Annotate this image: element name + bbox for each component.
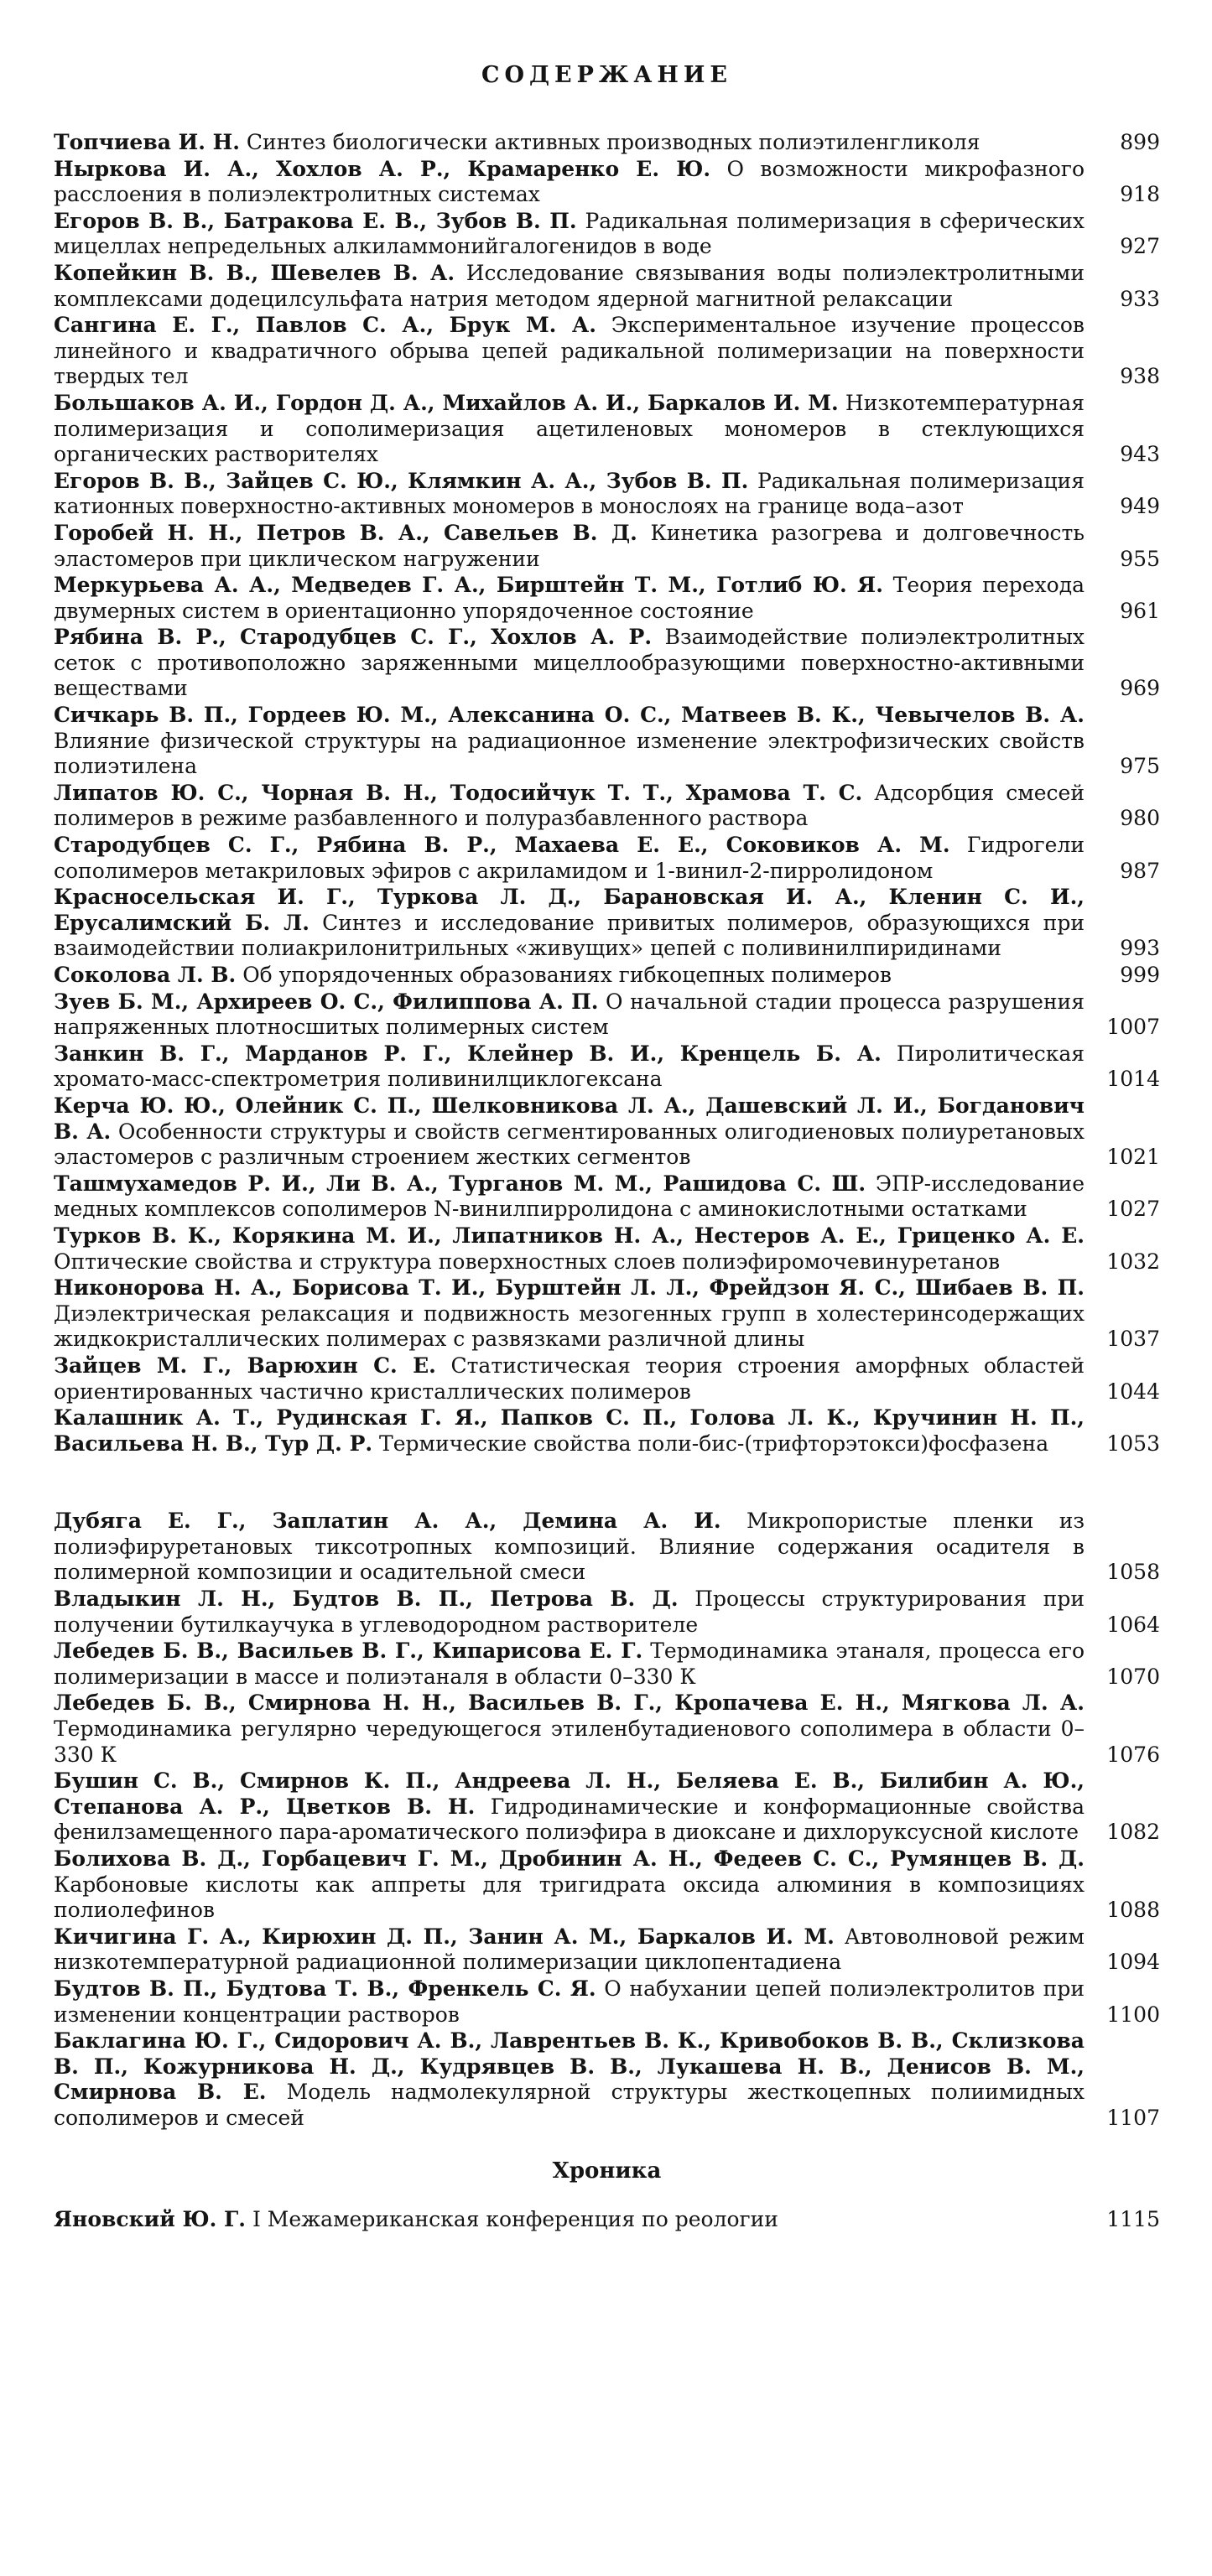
entry-page-number: 1107 [1106,2105,1160,2130]
entry-authors: Зайцев М. Г., Варюхин С. Е. [54,1353,436,1378]
entry-authors: Топчиева И. Н. [54,130,240,154]
entry-authors: Сангина Е. Г., Павлов С. А., Брук М. А. [54,313,596,338]
section-gap [54,1457,1160,1509]
entry-authors: Зуев Б. М., Архиреев О. С., Филиппова А. П. [54,989,599,1014]
entry-authors: Егоров В. В., Батракова Е. В., Зубов В. П. [54,208,577,233]
entry-page-number: 993 [1120,936,1160,961]
entry-text [54,521,1100,572]
entry-text [54,1171,1100,1223]
entry-authors: Соколова Л. В. [54,963,237,987]
entry-text [54,625,1100,702]
contents-entry [54,209,1160,260]
entry-page-number: 1088 [1106,1898,1160,1923]
entry-page-number: 1037 [1106,1327,1160,1352]
entry-page-number: 949 [1120,494,1160,519]
entry-page-number: 1032 [1106,1249,1160,1274]
entry-page-number: 1007 [1106,1015,1160,1040]
entry-authors: Егоров В. В., Зайцев С. Ю., Клямкин А. А., Зубов В. П. [54,468,749,493]
entry-title: Взаимодействие полиэлектролитных сеток с противоположно заряженными мицеллообразующими поверхностно-активными веществами [54,625,1085,701]
entry-text [54,209,1100,260]
entry-text [54,1093,1100,1171]
entry-page-number: 999 [1120,963,1160,987]
entry-text [54,1041,1100,1093]
contents-list-main [54,130,1160,1457]
entry-page-number: 955 [1120,546,1160,571]
entry-page-number: 1115 [1106,2206,1160,2231]
contents-entry [54,703,1160,780]
entry-authors: Керча Ю. Ю., Олейник С. П., Шелковникова Л. А., Дашевский Л. И., Богданович В. А. [54,1093,1085,1144]
entry-title: Модель надмолекулярной структуры жесткоцепных полиимидных сополимеров и смесей [54,2080,1085,2130]
entry-authors: Никонорова Н. А., Борисова Т. И., Бурштейн Л. Л., Фрейдзон Я. С., Шибаев В. П. [54,1275,1085,1301]
contents-entry [54,1768,1160,1846]
entry-authors: Кичигина Г. А., Кирюхин Д. П., Занин А. М., Баркалов И. М. [54,1924,835,1949]
entry-authors: Занкин В. Г., Марданов Р. Г., Клейнер В. И., Кренцель Б. А. [54,1041,882,1066]
entry-title: Процессы структурирования при получении бутилкаучука в углеводородном растворителе [54,1587,1085,1637]
entry-page-number: 1053 [1106,1431,1160,1456]
entry-page-number: 1076 [1106,1742,1160,1767]
contents-entry [54,313,1160,390]
entry-title: Синтез биологически активных производных полиэтиленгликоля [246,130,981,154]
entry-text [54,573,1100,624]
contents-entry [54,391,1160,468]
chronicle-heading: Хроника [552,2158,662,2184]
entry-text [54,1223,1100,1275]
entry-authors: Яновский Ю. Г. [54,2206,247,2231]
entry-title: Кинетика разогрева и долговечность эластомеров при циклическом нагружении [54,520,1085,571]
entry-page-number: 1021 [1106,1145,1160,1170]
entry-authors: Большаков А. И., Гордон Д. А., Михайлов А. И., Баркалов И. М. [54,390,839,415]
entry-text [54,1353,1100,1405]
contents-entry [54,1976,1160,2028]
contents-entry [54,1223,1160,1275]
entry-authors: Сичкарь В. П., Гордеев Ю. М., Алексанина О. С., Матвеев В. К., Чевычелов В. А. [54,703,1085,728]
entry-page-number: 969 [1120,676,1160,701]
page-title: СОДЕРЖАНИЕ [481,62,732,88]
entry-authors: Ныркова И. А., Хохлов А. Р., Крамаренко Е. Ю. [54,156,711,181]
entry-page-number: 987 [1120,858,1160,883]
entry-authors: Будтов В. П., Будтова Т. В., Френкель С. Я. [54,1976,596,2001]
entry-authors: Болихова В. Д., Горбацевич Г. М., Дробинин А. Н., Федеев С. С., Румянцев В. Д. [54,1846,1085,1871]
entry-text [54,1275,1100,1353]
entry-title: Особенности структуры и свойств сегментированных олигодиеновых полиуретановых эластомеров с различным строением жестких сегментов [54,1119,1085,1170]
entry-text [54,2207,1100,2233]
entry-page-number: 943 [1120,442,1160,467]
entry-text [54,989,1100,1041]
contents-entry [54,1275,1160,1353]
contents-entry [54,1171,1160,1223]
entry-authors: Липатов Ю. С., Чорная В. Н., Тодосийчук Т. Т., Храмова Т. С. [54,780,863,805]
entry-text [54,391,1100,468]
entry-page-number: 1100 [1106,2002,1160,2027]
entry-authors: Баклагина Ю. Г., Сидорович А. В., Лаврентьев В. К., Кривобоков В. В., Склизкова В. П., Кожурникова Н. Д., Кудрявцев В. В., Лукашева Н. В., Денисов В. М., Смирнова В. Е. [54,2028,1085,2105]
entry-page-number: 1014 [1106,1067,1160,1092]
entry-text [54,1768,1100,1846]
contents-entry [54,2028,1160,2131]
entry-text [54,1976,1100,2028]
entry-title: О возможности микрофазного расслоения в полиэлектролитных системах [54,156,1085,207]
entry-page-number: 975 [1120,754,1160,779]
contents-entry [54,521,1160,572]
contents-entry [54,2207,1160,2233]
contents-entry [54,157,1160,208]
entry-authors: Лебедев Б. В., Васильев В. Г., Кипарисова Е. Г. [54,1639,643,1664]
contents-entry [54,469,1160,520]
contents-entry [54,1846,1160,1924]
entry-title: Статистическая теория строения аморфных областей ориентированных частично кристаллических полимеров [54,1353,1085,1404]
entry-title: Радикальная полимеризация катионных поверхностно-активных мономеров в монослоях на границе вода–азот [54,468,1085,519]
contents-entry [54,1690,1160,1768]
entry-authors: Калашник А. Т., Рудинская Г. Я., Папков С. П., Голова Л. К., Кручинин Н. П., Васильева Н. В., Тур Д. Р. [54,1405,1085,1456]
entry-text [54,261,1100,312]
contents-entry [54,1093,1160,1171]
contents-entry [54,885,1160,962]
entry-title: О набухании цепей полиэлектролитов при изменении концентрации растворов [54,1976,1085,2027]
entry-title: Исследование связывания воды полиэлектролитными комплексами додецилсульфата натрия методом ядерной магнитной релаксации [54,260,1085,311]
contents-entry [54,130,1160,156]
entry-authors: Лебедев Б. В., Смирнова Н. Н., Васильев В. Г., Кропачева Е. Н., Мягкова Л. А. [54,1690,1085,1716]
entry-page-number: 938 [1120,364,1160,389]
entry-text [54,833,1100,884]
entry-title: Пиролитическая хромато-масс-спектрометрия поливинилциклогексана [54,1041,1085,1092]
entry-title: Диэлектрическая релаксация и подвижность мезогенных групп в холестеринсодержащих жидкокристаллических полимерах с развязками различной длины [54,1301,1085,1352]
entry-title: Карбоновые кислоты как аппреты для тригидрата оксида алюминия в композициях полиолефинов [54,1872,1085,1923]
entry-page-number: 1064 [1106,1612,1160,1637]
entry-title: Радикальная полимеризация в сферических мицеллах непредельных алкиламмонийгалогенидов в воде [54,208,1085,259]
entry-title: Автоволновой режим низкотемпературной радиационной полимеризации циклопентадиена [54,1924,1085,1975]
entry-title: Влияние физической структуры на радиационное изменение электрофизических свойств полиэтилена [54,728,1085,779]
entry-title: Об упорядоченных образованиях гибкоцепных полимеров [242,963,892,987]
contents-entry [54,781,1160,832]
entry-text [54,157,1100,208]
entry-title: Оптические свойства и структура поверхностных слоев полиэфиромочевинуретанов [54,1249,1001,1274]
entry-page-number: 980 [1120,806,1160,831]
entry-page-number: 961 [1120,598,1160,623]
entry-title: ЭПР-исследование медных комплексов сополимеров N-винилпирролидона с аминокислотными остатками [54,1171,1085,1222]
entry-authors: Меркурьева А. А., Медведев Г. А., Бирштейн Т. М., Готлиб Ю. Я. [54,573,883,598]
entry-text [54,1924,1100,1976]
entry-authors: Бушин С. В., Смирнов К. П., Андреева Л. Н., Беляева Е. В., Билибин А. Ю., Степанова А. Р., Цветков В. Н. [54,1768,1085,1819]
contents-entry [54,1353,1160,1405]
entry-authors: Красносельская И. Г., Туркова Л. Д., Барановская И. А., Кленин С. И., Ерусалимский Б. Л. [54,885,1085,935]
contents-entry [54,1405,1160,1457]
entry-text [54,1405,1100,1457]
entry-page-number: 1094 [1106,1950,1160,1975]
entry-text [54,313,1100,390]
entry-text [54,703,1100,780]
entry-title: Адсорбция смесей полимеров в режиме разбавленного и полуразбавленного раствора [54,780,1085,831]
entry-authors: Рябина В. Р., Стародубцев С. Г., Хохлов А. Р. [54,625,653,650]
entry-text [54,1509,1100,1586]
entry-authors: Дубяга Е. Г., Заплатин А. А., Демина А. И. [54,1509,721,1534]
contents-entry [54,261,1160,312]
entry-page-number: 899 [1120,130,1160,154]
entry-page-number: 1044 [1106,1379,1160,1404]
entry-page-number: 1070 [1106,1664,1160,1689]
entry-page-number: 1027 [1106,1197,1160,1222]
entry-text [54,1587,1100,1638]
entry-title: Низкотемпературная полимеризация и сополимеризация ацетиленовых мономеров в стеклующихся органических растворителях [54,390,1085,467]
entry-text [54,1690,1100,1768]
entry-title: Синтез и исследование привитых полимеров, образующихся при взаимодействии полиакрилонитрильных «живущих» цепей с поливинилпиридинами [54,910,1085,961]
contents-entry [54,1639,1160,1690]
contents-entry [54,989,1160,1041]
entry-text [54,1639,1100,1690]
entry-page-number: 1058 [1106,1560,1160,1585]
entry-text [54,469,1100,520]
entry-title: Гидрогели сополимеров метакриловых эфиров с акриламидом и 1-винил-2-пирролидоном [54,833,1085,883]
entry-authors: Владыкин Л. Н., Будтов В. П., Петрова В. Д. [54,1587,679,1612]
contents-entry [54,963,1160,989]
entry-page-number: 1082 [1106,1820,1160,1845]
entry-text [54,963,1100,989]
contents-entry [54,1924,1160,1976]
contents-entry [54,625,1160,702]
entry-title: Микропористые пленки из полиэфируретановых тиксотропных композиций. Влияние содержания осадителя в полимерной композиции и осадительной смеси [54,1509,1085,1585]
entry-authors: Копейкин В. В., Шевелев В. А. [54,260,455,285]
contents-entry [54,1509,1160,1586]
contents-entry [54,573,1160,624]
contents-list-second [54,1509,1160,2131]
entry-title: Термодинамика этаналя, процесса его полимеризации в массе и полиэтаналя в области 0–330 К [54,1639,1085,1689]
entry-title: Термические свойства поли-бис-(трифторэтокси)фосфазена [379,1431,1049,1456]
entry-authors: Ташмухамедов Р. И., Ли В. А., Турганов М. М., Рашидова С. Ш. [54,1171,866,1196]
entry-text [54,1846,1100,1924]
entry-title: Термодинамика регулярно чередующегося этиленбутадиенового сополимера в области 0–330 К [54,1716,1085,1767]
entry-title: Гидродинамические и конформационные свойства фенилзамещенного пара-ароматического полиэфира в диоксане и дихлоруксусной кислоте [54,1794,1085,1845]
entry-authors: Горобей Н. Н., Петров В. А., Савельев В. Д. [54,520,637,545]
contents-entry [54,1587,1160,1638]
entry-text [54,130,1100,156]
entry-page-number: 933 [1120,286,1160,311]
entry-title: О начальной стадии процесса разрушения напряженных плотносшитых полимерных систем [54,989,1085,1040]
entry-title: Теория перехода двумерных систем в ориентационно упорядоченное состояние [54,573,1085,623]
entry-authors: Турков В. К., Корякина М. И., Липатников Н. А., Нестеров А. Е., Гриценко А. Е. [54,1223,1085,1248]
entry-text [54,781,1100,832]
contents-entry [54,833,1160,884]
entry-title: Экспериментальное изучение процессов линейного и квадратичного обрыва цепей радикальной полимеризации на поверхности твердых тел [54,313,1085,389]
entry-page-number: 918 [1120,182,1160,207]
entry-text [54,2028,1100,2131]
entry-text [54,885,1100,962]
entry-title: I Межамериканская конференция по реологии [252,2206,778,2231]
entry-page-number: 927 [1120,234,1160,259]
contents-entry [54,1041,1160,1093]
entry-authors: Стародубцев С. Г., Рябина В. Р., Махаева Е. Е., Соковиков А. М. [54,833,950,858]
